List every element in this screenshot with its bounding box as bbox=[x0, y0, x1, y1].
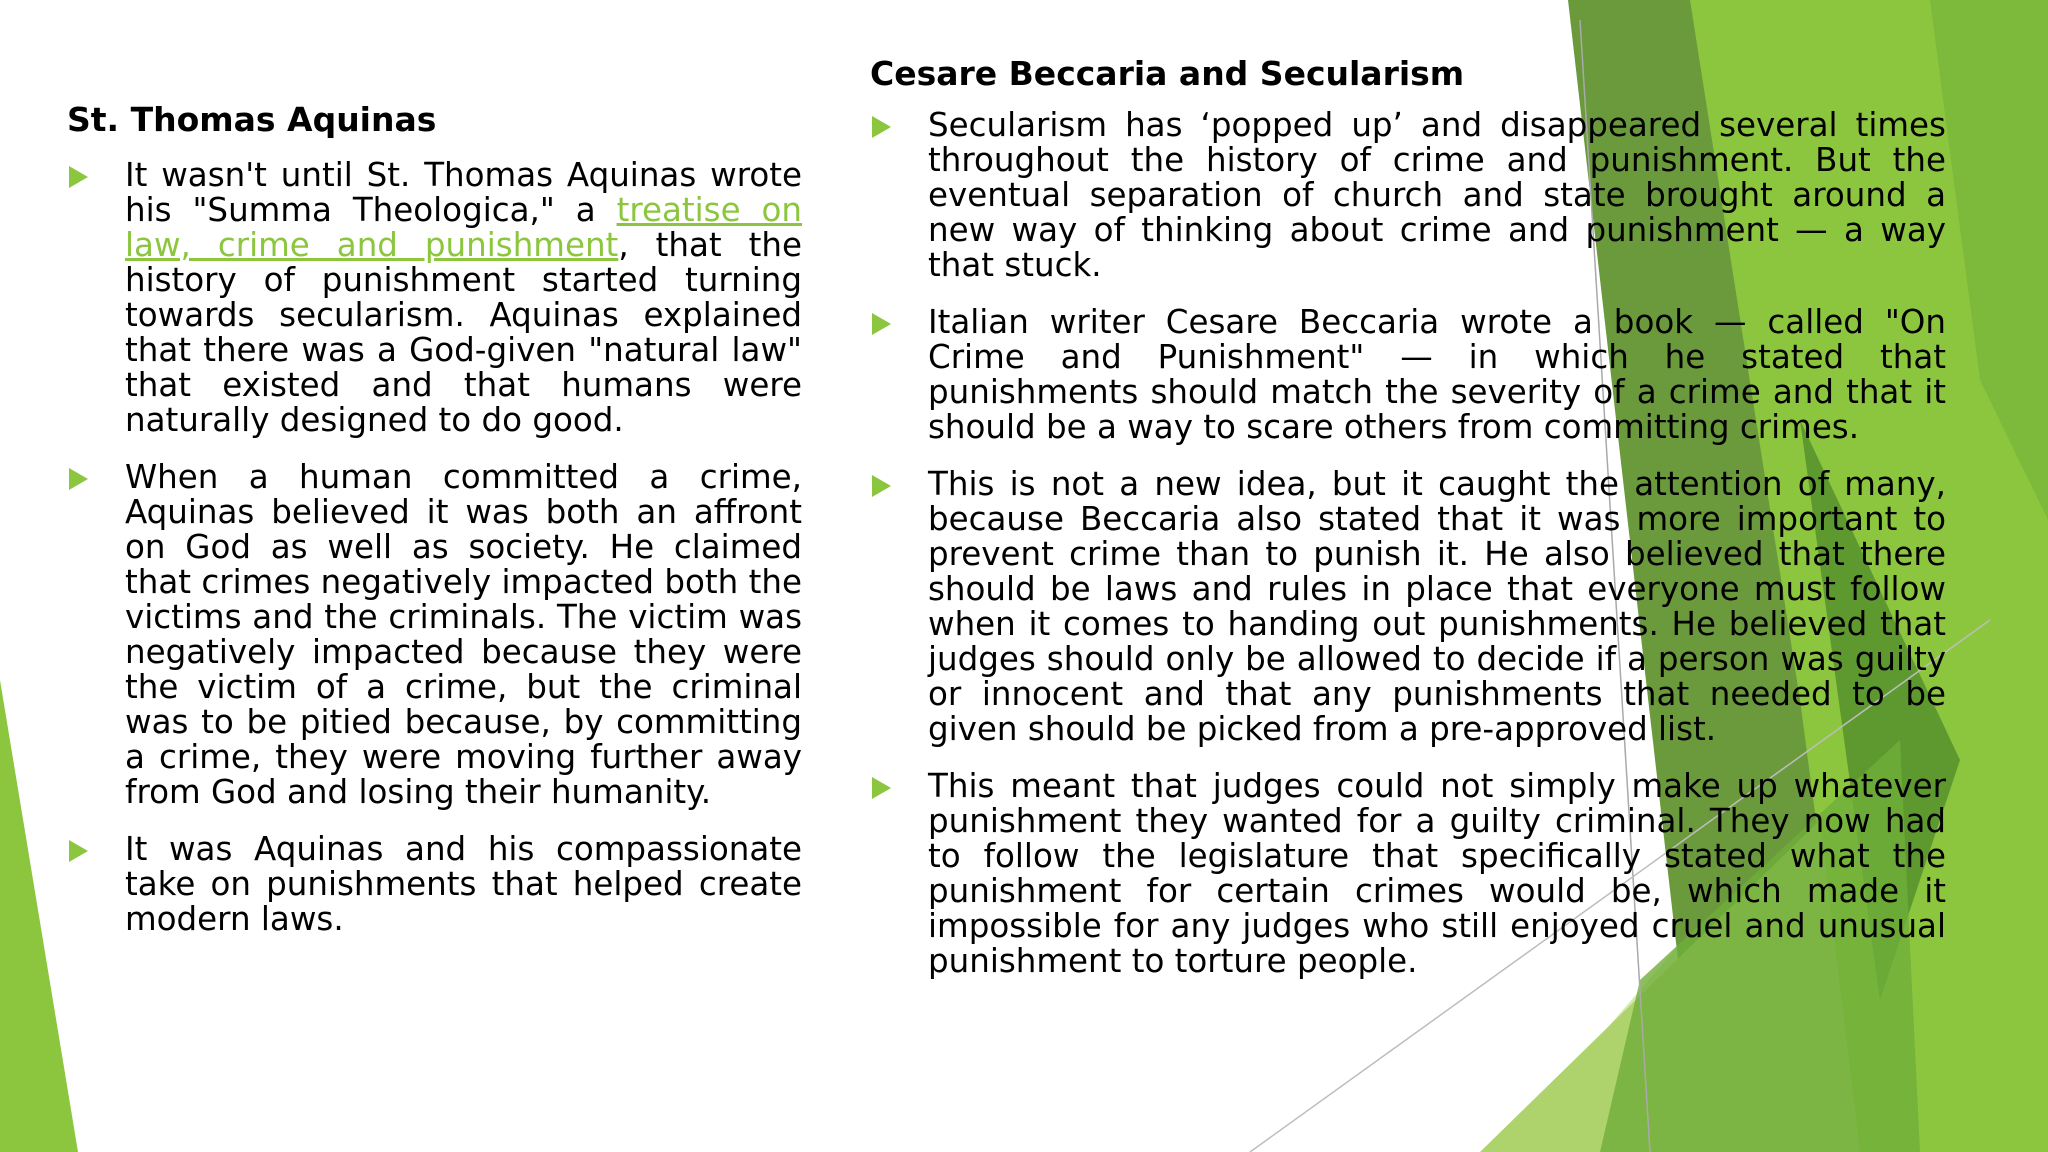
left-bullet-item-1 bbox=[67, 158, 802, 438]
left-bullet-text-3: It was Aquinas and his compassionate take on punishments that helped create modern laws. bbox=[125, 830, 802, 938]
right-bullet-text-2: Italian writer Cesare Beccaria wrote a book — called "On Crime and Punishment" — in which he stated that punishments should match the severity of a crime and that it should be a way to scare others from committing crimes. bbox=[928, 303, 1946, 446]
triangle-bullet-icon bbox=[69, 166, 88, 188]
right-heading: Cesare Beccaria and Secularism bbox=[870, 54, 1465, 93]
right-bullet-item-3 bbox=[870, 467, 1946, 747]
left-section bbox=[67, 98, 802, 959]
right-bullet-item-2 bbox=[870, 305, 1946, 445]
left-heading: St. Thomas Aquinas bbox=[67, 100, 437, 139]
treatise-link[interactable]: treatise on law, crime and punishment bbox=[125, 191, 802, 264]
left-bullet-list bbox=[67, 158, 802, 937]
right-bullet-list bbox=[870, 108, 1946, 979]
right-bullet-item-1 bbox=[870, 108, 1946, 283]
right-bullet-item-4 bbox=[870, 769, 1946, 979]
right-bullet-text-1: Secularism has ‘popped up’ and disappeared several times throughout the history of crime and punishment. But the eventual separation of church and state brought around a new way of thinking about crime and punishment — a way that stuck. bbox=[928, 106, 1946, 284]
triangle-bullet-icon bbox=[872, 116, 891, 138]
triangle-bullet-icon bbox=[69, 840, 88, 862]
triangle-bullet-icon bbox=[872, 777, 891, 799]
triangle-bullet-icon bbox=[872, 475, 891, 497]
right-section bbox=[870, 52, 1946, 1001]
right-bullet-text-3: This is not a new idea, but it caught the attention of many, because Beccaria also stated that it was more important to prevent crime than to punish it. He also believed that there should be laws and rules in place that everyone must follow when it comes to handing out punishments. He believed that judges should only be allowed to decide if a person was guilty or innocent and that any punishments that needed to be given should be picked from a pre-approved list. bbox=[928, 465, 1946, 748]
right-bullet-text-4: This meant that judges could not simply make up whatever punishment they wanted for a guilty criminal. They now had to follow the legislature that specifically stated what the punishment for certain crimes would be, which made it impossible for any judges who still enjoyed cruel and unusual punishment to torture people. bbox=[928, 767, 1946, 980]
left-bullet-1-before: It wasn't until St. Thomas Aquinas wrote his "Summa Theologica," a bbox=[125, 156, 802, 229]
left-bullet-item-3 bbox=[67, 832, 802, 937]
triangle-bullet-icon bbox=[872, 313, 891, 335]
left-bullet-text-2: When a human committed a crime, Aquinas believed it was both an affront on God as well as society. He claimed that crimes negatively impacted both the victims and the criminals. The victim was negatively impacted because they were the victim of a crime, but the criminal was to be pitied because, by committing a crime, they were moving further away from God and losing their humanity. bbox=[125, 458, 802, 811]
left-bullet-1-after: , that the history of punishment started turning towards secularism. Aquinas explained that there was a God-given "natural law" that existed and that humans were naturally designed to do good. bbox=[125, 226, 802, 439]
triangle-bullet-icon bbox=[69, 468, 88, 490]
left-bullet-item-2 bbox=[67, 460, 802, 810]
left-bullet-text-1 bbox=[125, 158, 802, 438]
